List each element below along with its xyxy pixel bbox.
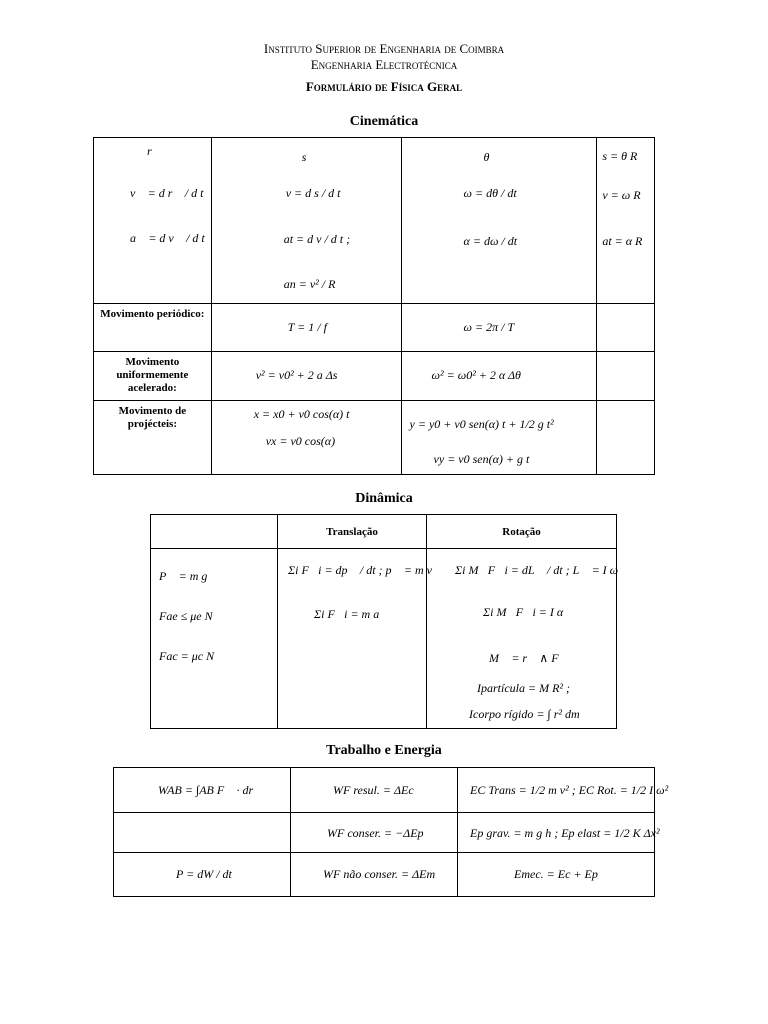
section-kinematics: Cinemática xyxy=(349,114,419,129)
dyn-formula: Σi F⃗i = m a⃗ xyxy=(314,607,389,621)
section-work-energy: Trabalho e Energia xyxy=(326,743,442,758)
dyn-formula: Σi M⃗F⃗i = I α⃗ xyxy=(483,605,573,619)
dyn-formula: M⃗ = r⃗ ∧ F⃗ xyxy=(489,651,568,665)
work-formula: WF resul. = ΔEc xyxy=(333,783,414,797)
work-formula: WAB = ∫AB F⃗ · dr⃗ xyxy=(158,783,263,797)
kin-vector-cell xyxy=(94,138,212,304)
dyn-formula: Fac = μc N xyxy=(159,649,215,663)
work-formula: P = dW / dt xyxy=(176,867,232,881)
work-formula: Ep grav. = m g h ; Ep elast = 1/2 K Δx² xyxy=(470,826,660,840)
work-cell xyxy=(291,853,458,897)
work-formula: WF conser. = −ΔEp xyxy=(327,826,424,840)
work-cell xyxy=(291,813,458,853)
dyn-head-rotation: Rotação xyxy=(427,515,617,549)
dyn-formula: Ipartícula = M R² ; xyxy=(477,681,571,695)
row-label-uniform: Movimento uniformemente acelerado: xyxy=(94,352,212,401)
periodic-linear-cell xyxy=(211,304,401,352)
dyn-formula: P⃗ = m g⃗ xyxy=(159,569,217,583)
work-energy-table xyxy=(113,767,669,897)
dyn-corner-cell xyxy=(151,515,278,549)
kin-formula: r⃗ xyxy=(147,144,162,158)
work-cell xyxy=(291,768,458,813)
work-formula: Emec. = Ec + Ep xyxy=(514,867,598,881)
dyn-formula: Σi F⃗i = dp⃗ / dt ; p⃗ = m v⃗ xyxy=(288,563,442,577)
kin-relation-cell xyxy=(597,138,655,304)
kin-formula: v⃗ = d r⃗ / d t xyxy=(130,186,204,200)
dyn-head-translation: Translação xyxy=(278,515,427,549)
work-cell xyxy=(114,768,291,813)
kin-formula: at = α R xyxy=(602,234,643,248)
dyn-translation-cell xyxy=(278,549,442,729)
kin-formula: ω = 2π / T xyxy=(463,320,515,334)
work-formula: WF não conser. = ΔEm xyxy=(323,867,436,881)
periodic-empty-cell xyxy=(597,304,655,352)
uniform-empty-cell xyxy=(597,352,655,401)
kin-formula: a⃗ = d v⃗ / d t xyxy=(130,231,205,245)
periodic-angular-cell xyxy=(401,304,597,352)
row-label-projectile: Movimento de projécteis: xyxy=(94,401,212,475)
kin-formula: at = d v / d t ; xyxy=(283,232,351,246)
kin-formula: ω² = ω0² + 2 α Δθ xyxy=(431,368,521,382)
kin-formula: ω = dθ / dt xyxy=(463,186,517,200)
uniform-angular-cell xyxy=(401,352,597,401)
section-dynamics: Dinâmica xyxy=(355,491,413,506)
kin-formula: y = y0 + v0 sen(α) t + 1/2 g t² xyxy=(409,417,554,431)
kin-formula: θ xyxy=(483,150,490,164)
dyn-formula: Σi M⃗F⃗i = dL⃗ / dt ; L⃗ = I ω⃗ xyxy=(455,563,628,577)
work-cell xyxy=(458,853,655,897)
work-cell xyxy=(458,813,660,853)
dyn-forces-cell xyxy=(151,549,278,729)
kin-formula: v = ω R xyxy=(602,188,641,202)
kin-formula: vx = v0 cos(α) xyxy=(265,434,336,448)
kinematics-table xyxy=(93,137,655,475)
dynamics-table xyxy=(150,514,628,729)
kin-formula: T = 1 / f xyxy=(287,320,327,334)
institute-name: Instituto Superior de Engenharia de Coimbra xyxy=(263,41,505,56)
work-formula: EC Trans = 1/2 m v² ; EC Rot. = 1/2 I ω² xyxy=(470,783,669,797)
kin-formula: s xyxy=(301,150,307,164)
dyn-formula: Fae ≤ μe N xyxy=(159,609,213,623)
work-cell xyxy=(114,813,291,853)
document-title: Formulário de Física Geral xyxy=(305,79,463,94)
work-cell xyxy=(114,853,291,897)
uniform-linear-cell xyxy=(211,352,401,401)
kin-angular-cell xyxy=(401,138,597,304)
kin-formula: s = θ R xyxy=(602,149,638,163)
department-name: Engenharia Electrotécnica xyxy=(310,57,458,72)
kin-formula: x = x0 + v0 cos(α) t xyxy=(253,407,350,421)
kin-formula: vy = v0 sen(α) + g t xyxy=(433,452,530,466)
kin-formula: v = d s / d t xyxy=(285,186,341,200)
kin-linear-cell xyxy=(211,138,401,304)
dyn-rotation-cell xyxy=(427,549,628,729)
row-label-periodic: Movimento periódico: xyxy=(94,304,212,352)
projectile-y-cell xyxy=(401,401,597,475)
kin-formula: α = dω / dt xyxy=(463,234,518,248)
kin-formula: v² = v0² + 2 a Δs xyxy=(255,368,338,382)
projectile-empty-cell xyxy=(597,401,655,475)
dyn-formula: Icorpo rígido = ∫ r² dm xyxy=(469,707,580,721)
kin-formula: an = v² / R xyxy=(283,277,336,291)
work-cell xyxy=(458,768,669,813)
projectile-x-cell xyxy=(211,401,401,475)
